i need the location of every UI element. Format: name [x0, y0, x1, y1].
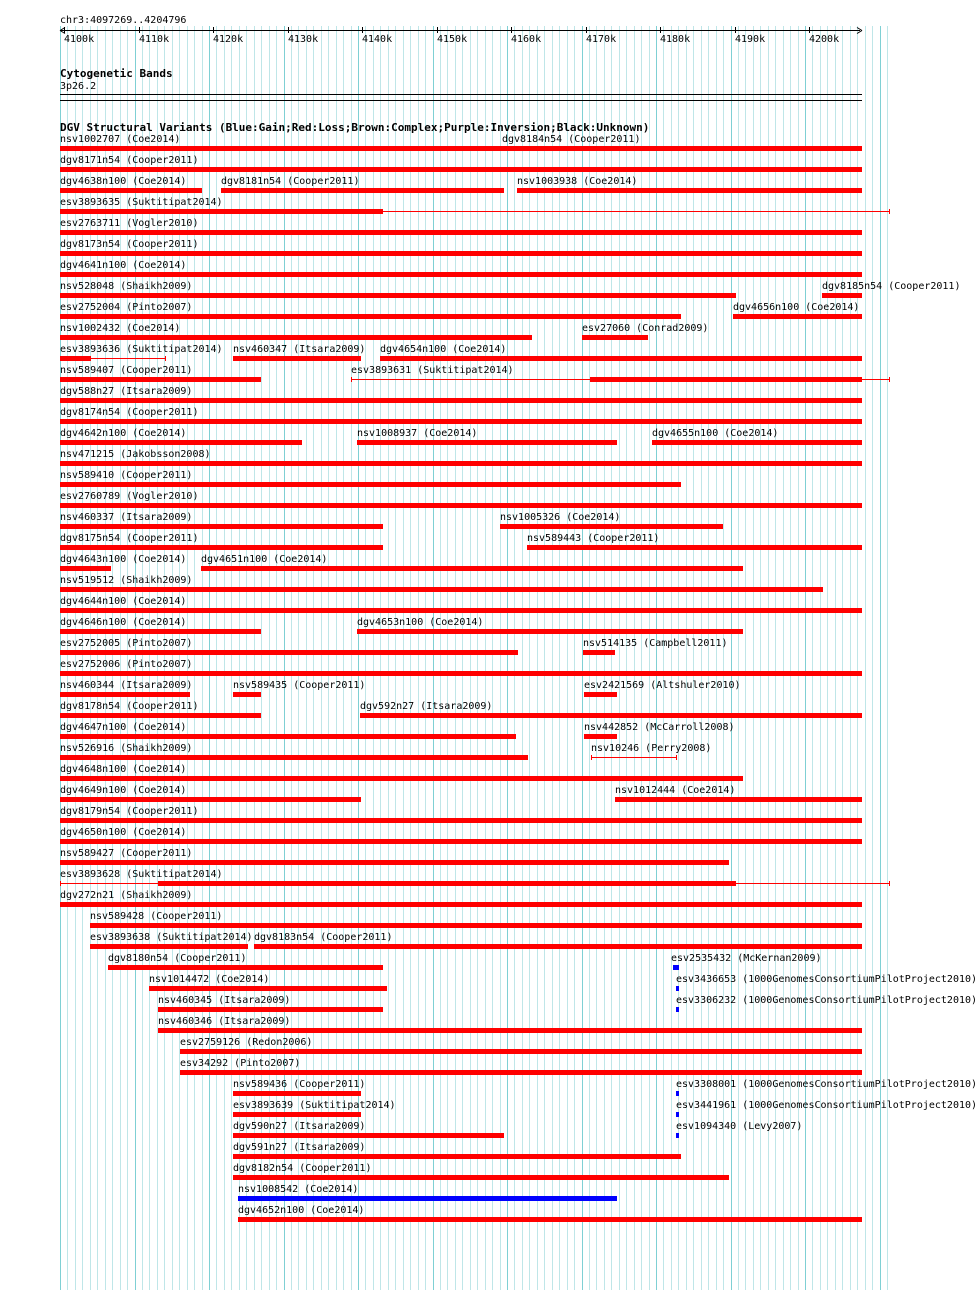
- dgv-feature-label: dgv592n27 (Itsara2009): [360, 701, 493, 712]
- dgv-feature-bar: [60, 188, 202, 193]
- ruler-line: [60, 30, 860, 31]
- dgv-feature-bar: [60, 671, 862, 676]
- dgv-feature-bar: [60, 692, 190, 697]
- dgv-feature-label: esv2752006 (Pinto2007): [60, 659, 193, 670]
- dgv-feature-bar: [60, 587, 823, 592]
- dgv-feature-bar: [676, 1133, 679, 1138]
- dgv-feature-label: dgv4638n100 (Coe2014): [60, 176, 187, 187]
- dgv-feature-label: dgv8185n54 (Cooper2011): [822, 281, 961, 292]
- dgv-feature-bar: [238, 1217, 862, 1222]
- dgv-feature-label: esv3893628 (Suktitipat2014): [60, 869, 223, 880]
- ruler-tick-label: 4140k: [362, 34, 393, 45]
- dgv-feature-label: esv3308001 (1000GenomesConsortiumPilotProject2010): [676, 1079, 977, 1090]
- dgv-feature-label: dgv4647n100 (Coe2014): [60, 722, 187, 733]
- dgv-feature-bar: [254, 944, 862, 949]
- dgv-feature-label: nsv1008937 (Coe2014): [357, 428, 478, 439]
- dgv-feature-bar: [60, 377, 261, 382]
- dgv-feature-label: nsv1005326 (Coe2014): [500, 512, 621, 523]
- dgv-feature-label: esv27060 (Conrad2009): [582, 323, 709, 334]
- dgv-feature-bar: [60, 755, 528, 760]
- dgv-feature-label: dgv4652n100 (Coe2014): [238, 1205, 365, 1216]
- cytoband-band-top-line: [60, 94, 862, 95]
- dgv-feature-bar: [676, 1007, 679, 1012]
- dgv-feature-label: esv34292 (Pinto2007): [180, 1058, 301, 1069]
- dgv-feature-bar: [584, 734, 617, 739]
- dgv-feature-bar: [60, 629, 261, 634]
- dgv-feature-label: dgv588n27 (Itsara2009): [60, 386, 193, 397]
- dgv-feature-label: dgv4649n100 (Coe2014): [60, 785, 187, 796]
- position-label: chr3:4097269..4204796: [60, 15, 187, 26]
- dgv-feature-bar: [60, 713, 261, 718]
- dgv-feature-bar: [60, 461, 862, 466]
- dgv-feature-bar: [652, 440, 862, 445]
- ruler-tick: [511, 27, 512, 33]
- dgv-feature-bar: [60, 419, 862, 424]
- dgv-feature-bar: [527, 545, 862, 550]
- dgv-feature-bar: [90, 923, 862, 928]
- dgv-feature-bar: [180, 1070, 862, 1075]
- dgv-feature-label: nsv589435 (Cooper2011): [233, 680, 366, 691]
- ruler-tick-label: 4190k: [735, 34, 766, 45]
- dgv-feature-bar: [158, 1028, 862, 1033]
- dgv-feature-label: nsv10246 (Perry2008): [591, 743, 712, 754]
- dgv-feature-label: nsv514135 (Campbell2011): [583, 638, 728, 649]
- dgv-feature-label: dgv4650n100 (Coe2014): [60, 827, 187, 838]
- dgv-feature-bar: [500, 524, 723, 529]
- dgv-feature-bar: [583, 650, 615, 655]
- dgv-feature-label: esv2752005 (Pinto2007): [60, 638, 193, 649]
- dgv-feature-bar: [517, 188, 862, 193]
- dgv-feature-label: nsv526916 (Shaikh2009): [60, 743, 193, 754]
- dgv-feature-bar: [60, 545, 383, 550]
- dgv-feature-bar: [233, 1091, 361, 1096]
- dgv-feature-label: nsv589410 (Cooper2011): [60, 470, 193, 481]
- dgv-feature-bar: [233, 692, 261, 697]
- dgv-feature-bar: [822, 293, 862, 298]
- dgv-feature-label: dgv8179n54 (Cooper2011): [60, 806, 199, 817]
- dgv-feature-bar: [60, 209, 383, 214]
- dgv-feature-end-tick: [165, 356, 166, 361]
- dgv-feature-label: esv2535432 (McKernan2009): [671, 953, 822, 964]
- dgv-feature-bar: [60, 818, 862, 823]
- dgv-feature-bar: [590, 377, 862, 382]
- dgv-feature-label: dgv8183n54 (Cooper2011): [254, 932, 393, 943]
- dgv-feature-bar: [60, 440, 302, 445]
- dgv-feature-label: esv2752004 (Pinto2007): [60, 302, 193, 313]
- dgv-feature-bar: [60, 608, 862, 613]
- dgv-feature-bar: [673, 965, 679, 970]
- dgv-feature-label: dgv8184n54 (Cooper2011): [502, 134, 641, 145]
- dgv-feature-bar: [60, 566, 111, 571]
- ruler-tick-label: 4130k: [288, 34, 319, 45]
- dgv-feature-end-tick: [889, 881, 890, 886]
- dgv-feature-label: dgv8171n54 (Cooper2011): [60, 155, 199, 166]
- dgv-feature-label: dgv4643n100 (Coe2014): [60, 554, 187, 565]
- dgv-feature-label: nsv460345 (Itsara2009): [158, 995, 291, 1006]
- dgv-feature-label: esv2759126 (Redon2006): [180, 1037, 313, 1048]
- ruler-tick: [139, 27, 140, 33]
- dgv-feature-bar: [60, 398, 862, 403]
- dgv-feature-bar: [60, 860, 729, 865]
- dgv-feature-label: dgv590n27 (Itsara2009): [233, 1121, 366, 1132]
- dgv-feature-bar: [357, 629, 743, 634]
- dgv-feature-bar: [221, 188, 504, 193]
- dgv-feature-bar: [733, 314, 862, 319]
- dgv-feature-bar: [676, 1112, 679, 1117]
- dgv-feature-label: nsv589427 (Cooper2011): [60, 848, 193, 859]
- dgv-feature-label: dgv8175n54 (Cooper2011): [60, 533, 199, 544]
- dgv-feature-bar: [233, 1175, 729, 1180]
- dgv-feature-label: dgv4642n100 (Coe2014): [60, 428, 187, 439]
- dgv-feature-label: nsv589428 (Cooper2011): [90, 911, 223, 922]
- dgv-feature-bar: [60, 335, 532, 340]
- dgv-feature-label: esv3893631 (Suktitipat2014): [351, 365, 514, 376]
- dgv-feature-bar: [233, 1154, 681, 1159]
- dgv-feature-bar: [158, 881, 736, 886]
- dgv-feature-bar: [158, 1007, 383, 1012]
- dgv-feature-bar: [233, 1112, 361, 1117]
- dgv-feature-label: dgv8173n54 (Cooper2011): [60, 239, 199, 250]
- dgv-feature-bar: [60, 524, 383, 529]
- dgv-feature-bar: [60, 356, 91, 361]
- dgv-feature-bar: [60, 293, 736, 298]
- ruler-tick: [288, 27, 289, 33]
- dgv-feature-bar: [676, 1091, 679, 1096]
- ruler-tick-label: 4150k: [437, 34, 468, 45]
- dgv-feature-label: nsv460346 (Itsara2009): [158, 1016, 291, 1027]
- cytoband-label: 3p26.2: [60, 81, 97, 92]
- dgv-feature-label: nsv442852 (McCarroll2008): [584, 722, 735, 733]
- dgv-feature-bar: [582, 335, 648, 340]
- dgv-feature-label: esv1094340 (Levy2007): [676, 1121, 803, 1132]
- dgv-feature-label: dgv272n21 (Shaikh2009): [60, 890, 193, 901]
- dgv-feature-label: nsv519512 (Shaikh2009): [60, 575, 193, 586]
- dgv-feature-bar: [60, 272, 862, 277]
- dgv-feature-label: nsv1002707 (Coe2014): [60, 134, 181, 145]
- dgv-feature-label: esv3441961 (1000GenomesConsortiumPilotProject2010): [676, 1100, 977, 1111]
- dgv-feature-label: dgv8178n54 (Cooper2011): [60, 701, 199, 712]
- dgv-feature-label: dgv4644n100 (Coe2014): [60, 596, 187, 607]
- ruler-tick-label: 4170k: [586, 34, 617, 45]
- dgv-feature-label: dgv8181n54 (Cooper2011): [221, 176, 360, 187]
- dgv-feature-bar: [615, 797, 862, 802]
- dgv-feature-label: esv3893636 (Suktitipat2014): [60, 344, 223, 355]
- dgv-feature-bar: [60, 230, 862, 235]
- dgv-feature-label: dgv591n27 (Itsara2009): [233, 1142, 366, 1153]
- dgv-feature-label: dgv8180n54 (Cooper2011): [108, 953, 247, 964]
- dgv-feature-bar: [502, 146, 862, 151]
- dgv-feature-end-tick: [60, 881, 61, 886]
- cytoband-band-bottom-line: [60, 100, 862, 101]
- dgv-feature-label: dgv4653n100 (Coe2014): [357, 617, 484, 628]
- dgv-feature-label: nsv1014472 (Coe2014): [149, 974, 270, 985]
- dgv-feature-label: dgv4656n100 (Coe2014): [733, 302, 860, 313]
- dgv-feature-bar: [60, 167, 862, 172]
- dgv-feature-label: nsv460344 (Itsara2009): [60, 680, 193, 691]
- dgv-feature-label: esv3893635 (Suktitipat2014): [60, 197, 223, 208]
- dgv-feature-label: nsv1008542 (Coe2014): [238, 1184, 359, 1195]
- ruler-tick-label: 4110k: [139, 34, 170, 45]
- dgv-feature-label: nsv589407 (Cooper2011): [60, 365, 193, 376]
- dgv-feature-label: nsv528048 (Shaikh2009): [60, 281, 193, 292]
- ruler-tick-label: 4100k: [64, 34, 95, 45]
- dgv-feature-label: dgv8182n54 (Cooper2011): [233, 1163, 372, 1174]
- dgv-feature-bar: [584, 692, 617, 697]
- dgv-feature-bar: [90, 944, 248, 949]
- ruler-tick: [437, 27, 438, 33]
- ruler-tick: [362, 27, 363, 33]
- dgv-feature-label: nsv1002432 (Coe2014): [60, 323, 181, 334]
- dgv-feature-label: nsv1003938 (Coe2014): [517, 176, 638, 187]
- dgv-feature-bar: [108, 965, 383, 970]
- dgv-feature-end-tick: [889, 377, 890, 382]
- dgv-feature-label: dgv4648n100 (Coe2014): [60, 764, 187, 775]
- dgv-feature-label: dgv4646n100 (Coe2014): [60, 617, 187, 628]
- ruler-tick-label: 4120k: [213, 34, 244, 45]
- dgv-feature-label: nsv589443 (Cooper2011): [527, 533, 660, 544]
- ruler-tick-label: 4200k: [809, 34, 840, 45]
- ruler-tick: [213, 27, 214, 33]
- dgv-feature-label: nsv460337 (Itsara2009): [60, 512, 193, 523]
- dgv-feature-label: dgv8174n54 (Cooper2011): [60, 407, 199, 418]
- dgv-feature-bar: [60, 839, 862, 844]
- ruler-tick-label: 4180k: [660, 34, 691, 45]
- dgv-feature-end-tick: [591, 755, 592, 760]
- dgv-feature-label: nsv1012444 (Coe2014): [615, 785, 736, 796]
- dgv-feature-label: esv3893639 (Suktitipat2014): [233, 1100, 396, 1111]
- dgv-feature-bar: [60, 734, 516, 739]
- dgv-feature-bar: [60, 902, 862, 907]
- dgv-feature-label: dgv4654n100 (Coe2014): [380, 344, 507, 355]
- dgv-feature-bar: [60, 797, 361, 802]
- dgv-feature-bar: [60, 482, 681, 487]
- dgv-feature-bar: [676, 986, 679, 991]
- ruler-tick: [64, 27, 65, 33]
- dgv-feature-bar: [180, 1049, 862, 1054]
- ruler-tick: [809, 27, 810, 33]
- dgv-feature-bar: [149, 986, 387, 991]
- dgv-feature-bar: [60, 503, 862, 508]
- dgv-feature-span-line: [591, 757, 676, 758]
- dgv-feature-label: nsv589436 (Cooper2011): [233, 1079, 366, 1090]
- dgv-feature-bar: [233, 356, 361, 361]
- dgv-feature-bar: [360, 713, 862, 718]
- ruler-tick: [735, 27, 736, 33]
- ruler-tick: [586, 27, 587, 33]
- dgv-feature-label: dgv4651n100 (Coe2014): [201, 554, 328, 565]
- dgv-feature-label: esv3306232 (1000GenomesConsortiumPilotProject2010): [676, 995, 977, 1006]
- dgv-feature-label: dgv4641n100 (Coe2014): [60, 260, 187, 271]
- dgv-feature-label: esv3436653 (1000GenomesConsortiumPilotProject2010): [676, 974, 977, 985]
- dgv-feature-label: nsv460347 (Itsara2009): [233, 344, 366, 355]
- cytoband-track-title: Cytogenetic Bands: [60, 67, 173, 80]
- dgv-feature-bar: [233, 1133, 504, 1138]
- dgv-feature-bar: [357, 440, 617, 445]
- dgv-feature-label: dgv4655n100 (Coe2014): [652, 428, 779, 439]
- ruler-tick-label: 4160k: [511, 34, 542, 45]
- dgv-feature-bar: [201, 566, 743, 571]
- dgv-feature-label: nsv471215 (Jakobsson2008): [60, 449, 211, 460]
- dgv-feature-label: esv2760789 (Vogler2010): [60, 491, 199, 502]
- dgv-feature-label: esv2421569 (Altshuler2010): [584, 680, 741, 691]
- dgv-feature-label: esv2763711 (Vogler2010): [60, 218, 199, 229]
- dgv-feature-bar: [60, 314, 681, 319]
- dgv-feature-bar: [60, 251, 862, 256]
- dgv-feature-bar: [60, 776, 743, 781]
- dgv-feature-end-tick: [676, 755, 677, 760]
- dgv-feature-label: esv3893638 (Suktitipat2014): [90, 932, 253, 943]
- dgv-track-title: DGV Structural Variants (Blue:Gain;Red:Loss;Brown:Complex;Purple:Inversion;Black:Unknown): [60, 121, 650, 134]
- dgv-feature-end-tick: [889, 209, 890, 214]
- dgv-feature-bar: [380, 356, 862, 361]
- dgv-feature-end-tick: [351, 377, 352, 382]
- dgv-feature-bar: [60, 650, 518, 655]
- dgv-feature-bar: [238, 1196, 617, 1201]
- ruler-tick: [660, 27, 661, 33]
